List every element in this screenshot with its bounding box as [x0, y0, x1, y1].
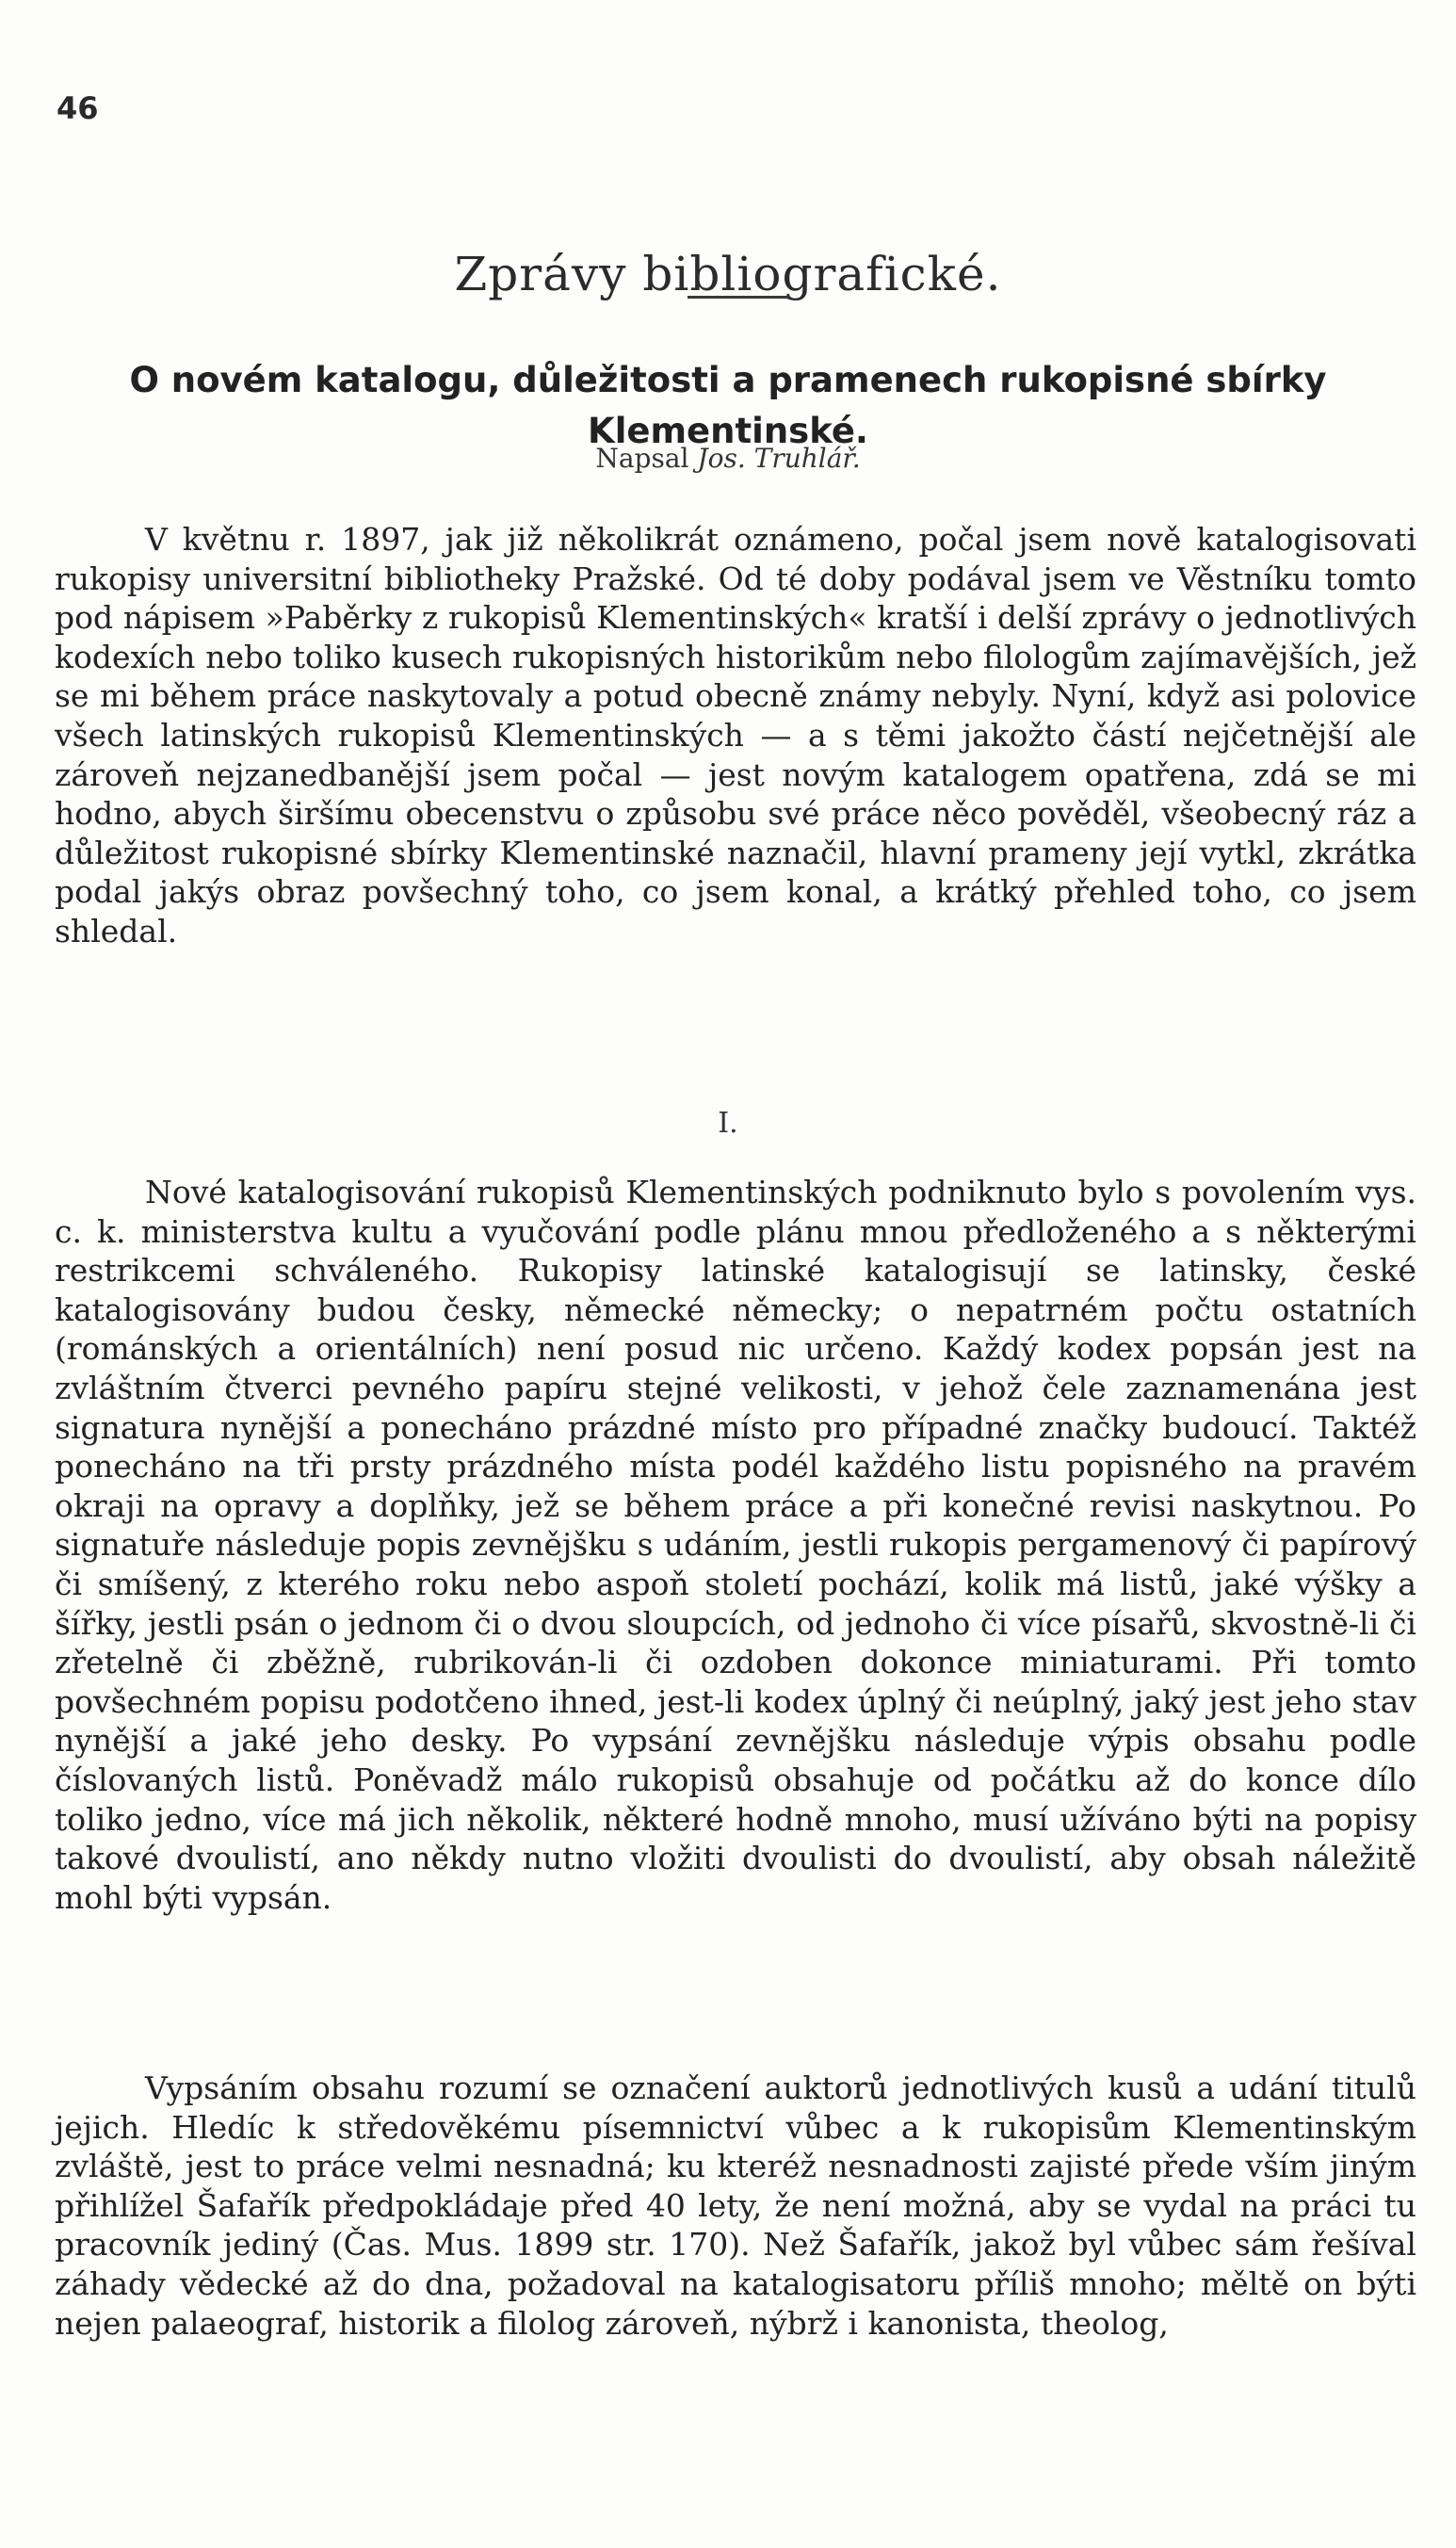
paragraph-cataloguing — [55, 1173, 1416, 1917]
section-title: Zprávy bibliografické. — [454, 246, 1002, 301]
paragraph-text: Nové katalogisování rukopisů Klementinských podniknuto bylo s povolením vys. c. k. ministerstva kultu a vyučování podle plánu mnou předloženého a s některými restrikcemi schváleného. Rukopisy latinské katalogisují se latinsky, české katalogisovány budou česky, německé německy; o nepatrném počtu ostatních (románských a orientálních) není posud nic určeno. Každý kodex popsán jest na zvláštním čtverci pevného papíru stejné velikosti, v jehož čele zaznamenána jest signatura nynější a ponecháno prázdné místo pro případné značky budoucí. Taktéž ponecháno na tři prsty prázdného místa podél každého listu popisného na pravém okraji na opravy a doplňky, jež se během práce a při konečné revisi naskytnou. Po signatuře následuje popis zevnějšku s udáním, jestli rukopis pergamenový či papírový či smíšený, z kterého roku nebo aspoň století pochází, kolik má listů, jaké výšky a šířky, jestli psán o jednom či o dvou sloupcích, od jednoho či více písařů, skvostně-li či zřetelně či zběžně, rubrikován-li či ozdoben dokonce miniaturami. Při tomto povšechném popisu podotčeno ihned, jest-li kodex úplný či neúplný, jaký jest jeho stav nynější a jaké jeho desky. Po vypsání zevnějšku následuje výpis obsahu podle číslovaných listů. Poněvadž málo rukopisů obsahuje od počátku až do konce dílo toliko jedno, více má jich několik, některé hodně mnoho, musí užíváno býti na popisy takové dvoulistí, ano někdy nutno vložiti dvoulisti do dvoulistí, aby obsah náležitě mohl býti vypsán. — [55, 1174, 1416, 1916]
page-number: 46 — [57, 90, 99, 126]
paragraph-contents — [55, 2069, 1416, 2343]
article-title-line-1: O novém katalogu, důležitosti a pramenech rukopisné sbírky — [129, 359, 1327, 400]
byline-author: Jos. Truhlář. — [697, 443, 861, 474]
byline — [0, 443, 1456, 474]
paragraph-text: V květnu r. 1897, jak již několikrát oznámeno, počal jsem nově katalogisovati rukopisy universitní bibliotheky Pražské. Od té doby podával jsem ve Věstníku tomto pod nápisem »Paběrky z rukopisů Klementinských« kratší i delší zprávy o jednotlivých kodexích nebo toliko kusech rukopisných historikům nebo filologům zajímavějších, jež se mi během práce naskytovaly a potud obecně známy nebyly. Nyní, když asi polovice všech latinských rukopisů Klementinských — a s těmi jakožto částí nejčetnější ale zároveň nejzanedbanější jsem počal — jest novým katalogem opatřena, zdá se mi hodno, abych širšímu obecenstvu o způsobu své práce něco pověděl, všeobecný ráz a důležitost rukopisné sbírky Klementinské naznačil, hlavní prameny její vytkl, zkrátka podal jakýs obraz povšechný toho, co jsem konal, a krátký přehled toho, co jsem shledal. — [55, 521, 1416, 949]
article-title-line-2: Klementinské. — [588, 410, 868, 451]
title-divider — [688, 296, 789, 299]
paragraph-text: Vypsáním obsahu rozumí se označení auktorů jednotlivých kusů a udání titulů jejich. Hledíc k středověkému písemnictví vůbec a k rukopisům Klementinským zvláště, jest to práce velmi nesnadná; ku kteréž nesnadnosti zajisté přede vším jiným přihlížel Šafařík předpokládaje před 40 lety, že není možná, aby se vydal na práci tu pracovník jediný (Čas. Mus. 1899 str. 170). Než Šafařík, jakož byl vůbec sám řešíval záhady vědecké až do dna, požadoval na katalogisatoru příliš mnoho; měltě on býti nejen palaeograf, historik a filolog zároveň, nýbrž i kanonista, theolog, — [55, 2069, 1416, 2342]
paragraph-intro — [55, 520, 1416, 951]
byline-prefix: Napsal — [595, 443, 689, 474]
section-numeral: I. — [718, 1107, 738, 1140]
article-title — [94, 355, 1362, 457]
